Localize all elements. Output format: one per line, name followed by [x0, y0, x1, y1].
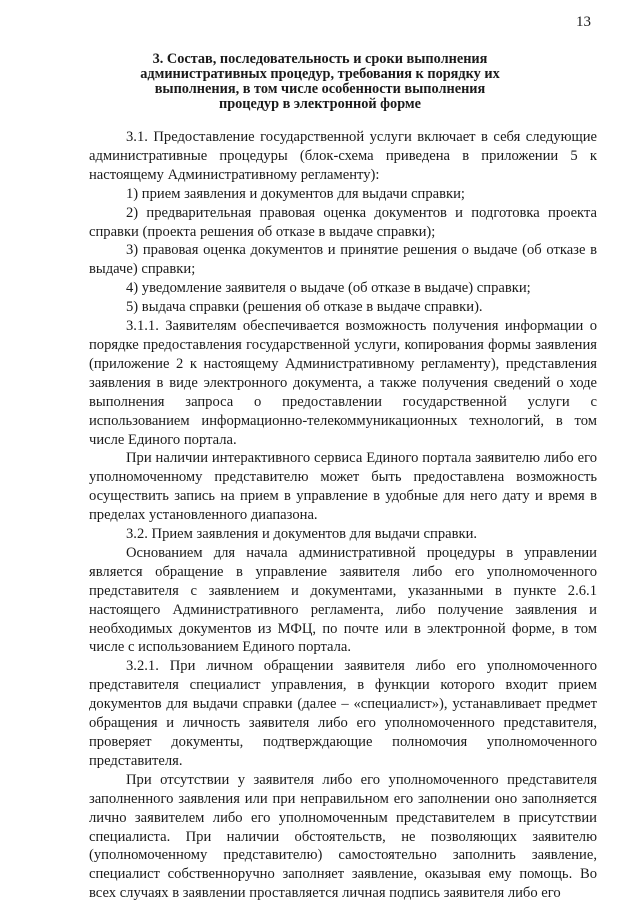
list-item-4: 4) уведомление заявителя о выдаче (об отказе в выдаче) справки;: [126, 280, 531, 297]
section-heading-line: процедур в электронной форме: [218, 96, 422, 112]
list-item-3: 3) правовая оценка документов и принятие решения о выдаче (об отказе в выдаче) справки;: [89, 242, 597, 278]
paragraph-3-1-1: 3.1.1. Заявителям обеспечивается возможность получения информации о порядке предоставления государственной услуги, копирования формы заявления (приложение 2 к настоящему Административному регламенту), представления заявления в виде электронного документа, а также получения сведений о ходе выполнения запроса о предоставлении государственной услуги с использованием информационно-телекоммуникационных технологий, в том числе Единого портала.: [89, 318, 597, 448]
section-heading-line: 3. Состав, последовательность и сроки выполнения: [152, 51, 488, 67]
paragraph-interactive-service: При наличии интерактивного сервиса Единого портала заявителю либо его уполномоченному представителю может быть предоставлена возможность осуществить запись на прием в управление в удобные для него дату и время в пределах установленного диапазона.: [89, 450, 597, 524]
body-text: [89, 128, 597, 903]
page-number: 13: [576, 14, 591, 30]
paragraph-3-2-1: 3.2.1. При личном обращении заявителя либо его уполномоченного представителя специалист управления, в функции которого входит прием документов для выдачи справки (далее – «специалист»), устанавливает предмет обращения и личность заявителя либо его уполномоченного представителя, проверяет документы, подтверждающие полномочия уполномоченного представителя.: [89, 658, 597, 769]
paragraph-3-1: 3.1. Предоставление государственной услуги включает в себя следующие административные процедуры (блок-схема приведена в приложении 5 к настоящему Административному регламенту):: [89, 129, 597, 183]
section-heading-line: выполнения, в том числе особенности выполнения: [154, 81, 486, 97]
paragraph-3-2: 3.2. Прием заявления и документов для выдачи справки.: [126, 526, 478, 543]
section-heading-line: административных процедур, требования к порядку их: [140, 66, 500, 82]
list-item-2: 2) предварительная правовая оценка документов и подготовка проекта справки (проекта решения об отказе в выдаче справки);: [89, 204, 597, 240]
paragraph-absence: При отсутствии у заявителя либо его уполномоченного представителя заполненного заявления или при неправильном его заполнении оно заполняется лично заявителем либо его уполномоченным представителем в присутствии специалиста. При наличии обстоятельств, не позволяющих заявителю (уполномоченному представителю) самостоятельно заполнить заявление, специалист собственноручно заполняет заявление, оказывая ему помощь. Во всех случаях в заявлении проставляется личная подпись заявителя либо его: [89, 771, 597, 902]
list-item-5: 5) выдача справки (решения об отказе в выдаче справки).: [126, 299, 483, 316]
list-item-1: 1) прием заявления и документов для выдачи справки;: [126, 185, 465, 202]
paragraph-basis: Основанием для начала административной процедуры в управлении является обращение в управление заявителя либо его уполномоченного представителя с заявлением и документами, указанными в пункте 2.6.1 настоящего Административного регламента, либо получение заявления и необходимых документов из МФЦ, по почте или в электронной форме, в том числе с использованием Единого портала.: [89, 544, 597, 656]
section-heading: [60, 52, 580, 112]
